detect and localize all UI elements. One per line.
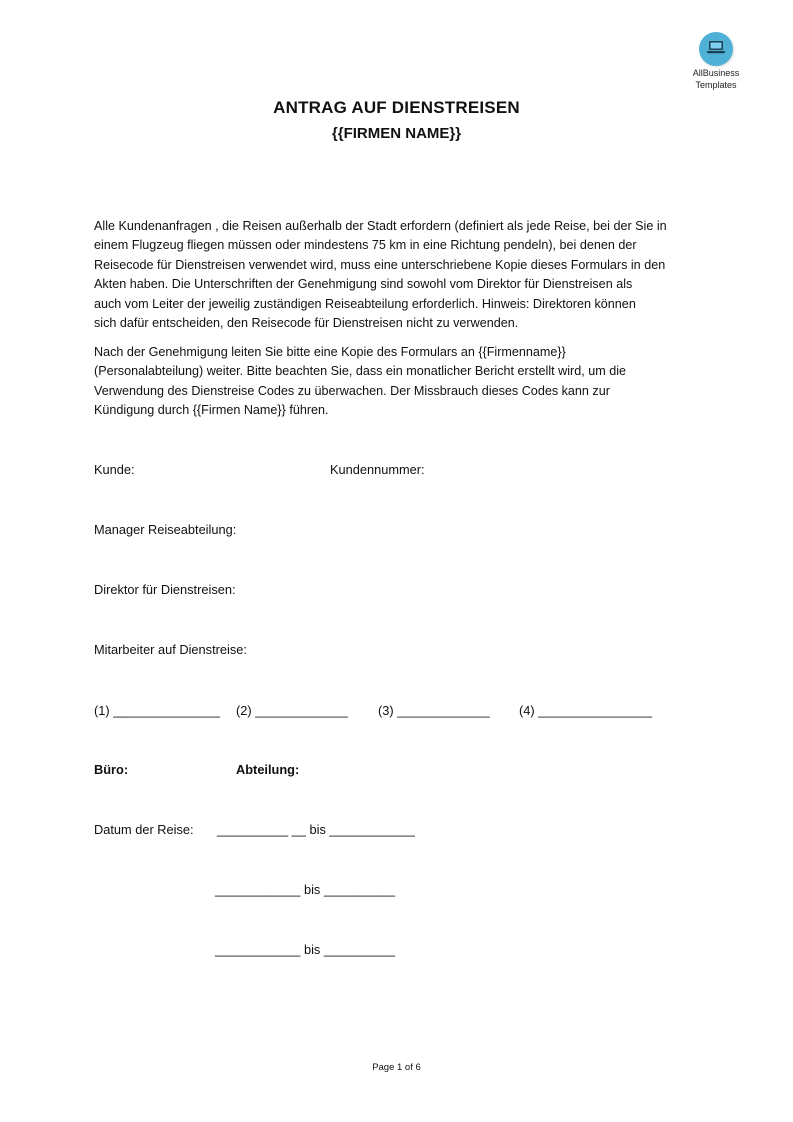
buero-label: Büro: [94, 762, 129, 777]
approval-paragraph [94, 343, 706, 421]
employee-field-1[interactable]: (1) _______________ [94, 703, 220, 718]
text-line: Akten haben. Die Unterschriften der Genehmigung sind sowohl vom Direktor für Dienstreisen als [94, 277, 633, 292]
text-line: sich dafür entscheiden, den Reisecode für Dienstreisen nicht zu verwenden. [94, 316, 519, 331]
text-line: Kündigung durch {{Firmen Name}} führen. [94, 403, 329, 418]
employee-field-3[interactable]: (3) _____________ [378, 703, 490, 718]
datum-label: Datum der Reise: [94, 822, 194, 837]
text-line: Reisecode für Dienstreisen verwendet wird, muss eine unterschriebene Kopie dieses Formulars in den [94, 257, 666, 272]
page-number: Page 1 of 6 [372, 1062, 421, 1073]
manager-label: Manager Reiseabteilung: [94, 522, 237, 537]
intro-paragraph [94, 217, 706, 333]
text-line: auch vom Leiter der jeweilig zuständigen Reiseabteilung erforderlich. Hinweis: Direktoren können [94, 296, 636, 311]
text-line: (Personalabteilung) weiter. Bitte beachten Sie, dass ein monatlicher Bericht erstellt wird, um die [94, 364, 626, 379]
direktor-label: Direktor für Dienstreisen: [94, 582, 236, 597]
kunde-label: Kunde: [94, 462, 135, 477]
date-range-field-1[interactable]: __________ __ bis ____________ [217, 822, 415, 837]
text-line: Nach der Genehmigung leiten Sie bitte eine Kopie des Formulars an {{Firmenname}} [94, 345, 566, 359]
text-line: Verwendung des Dienstreise Codes zu überwachen. Der Missbrauch dieses Codes kann zur [94, 383, 610, 398]
abteilung-label: Abteilung: [236, 762, 300, 777]
employee-field-2[interactable]: (2) _____________ [236, 703, 348, 718]
text-line: Alle Kundenanfragen , die Reisen außerhalb der Stadt erfordern (definiert als jede Reise, bei der Sie in [94, 219, 667, 233]
document-title: ANTRAG AUF DIENSTREISEN [273, 98, 520, 117]
company-name-placeholder: {{FIRMEN NAME}} [331, 125, 462, 142]
date-range-field-2[interactable]: ____________ bis __________ [215, 882, 396, 897]
logo-text-line1: AllBusiness [692, 68, 740, 78]
kundennummer-label: Kundennummer: [330, 462, 425, 477]
employee-field-4[interactable]: (4) ________________ [519, 703, 653, 718]
date-range-field-3[interactable]: ____________ bis __________ [215, 942, 396, 957]
mitarbeiter-label: Mitarbeiter auf Dienstreise: [94, 642, 247, 657]
text-line: einem Flugzeug fliegen müssen oder mindestens 75 km in eine Richtung pendeln), bei denen der [94, 238, 637, 253]
company-logo [688, 32, 744, 90]
laptop-icon [699, 32, 733, 66]
logo-text-line2: Templates [695, 80, 737, 90]
